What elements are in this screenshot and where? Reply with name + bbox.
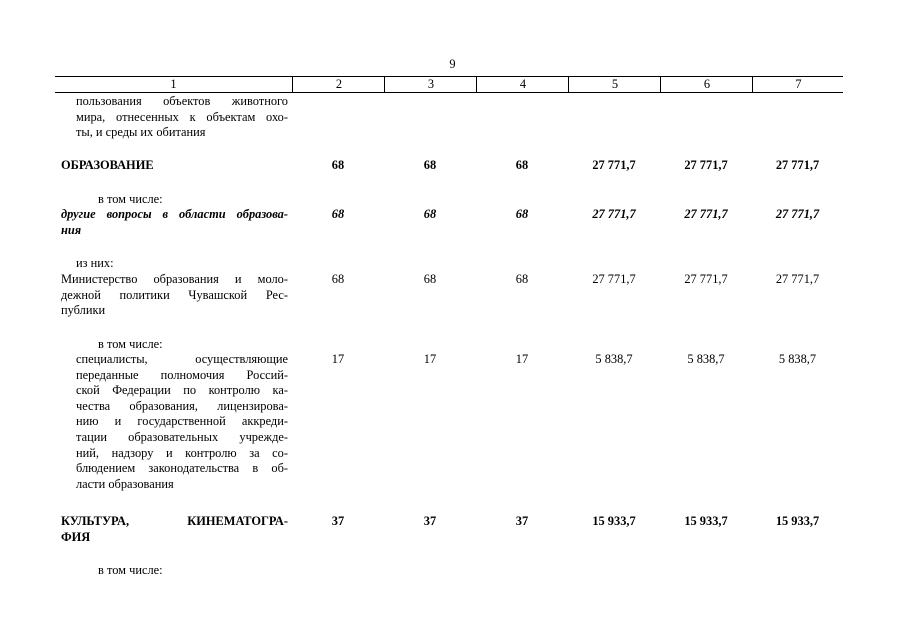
row-other-questions-description	[61, 207, 288, 238]
desc-line: дежной политики Чувашской Рес-	[61, 287, 288, 302]
desc-line: специалисты, осуществляющие	[76, 352, 288, 366]
row-specialists-col-4: 17	[515, 352, 529, 366]
row-education-col-5: 27 771,7	[592, 158, 636, 172]
including-label-2: в том числе:	[98, 337, 163, 351]
row-ministry-col-6: 27 771,7	[684, 272, 728, 286]
desc-line: ской Федерации по контролю ка-	[76, 383, 288, 398]
row-specialists-col-5: 5 838,7	[595, 352, 633, 366]
row-continuation-description	[76, 94, 288, 141]
row-education-col-3: 68	[423, 158, 437, 172]
desc-line: блюдением законодательства в об-	[76, 461, 288, 476]
desc-line: мира, отнесенных к объектам охо-	[76, 109, 288, 124]
row-ministry-col-5: 27 771,7	[592, 272, 636, 286]
row-specialists-col-3: 17	[423, 352, 437, 366]
row-ministry-col-7: 27 771,7	[775, 272, 820, 286]
including-label-1: в том числе:	[98, 192, 163, 206]
row-education-col-4: 68	[515, 158, 529, 172]
header-col-7: 7	[752, 77, 844, 92]
row-other-questions-col-3: 68	[423, 207, 437, 221]
desc-line: чества образования, лицензирова-	[76, 398, 288, 413]
desc-line: другие вопросы в области образова-	[61, 207, 288, 221]
row-specialists-col-2: 17	[331, 352, 345, 366]
header-col-5: 5	[568, 77, 661, 92]
of-them-label: из них:	[76, 256, 114, 270]
desc-line: нию и государственной аккреди-	[76, 414, 288, 429]
row-ministry-col-3: 68	[423, 272, 437, 286]
header-col-4: 4	[476, 77, 569, 92]
desc-line: публики	[61, 303, 106, 318]
row-culture-col-7: 15 933,7	[775, 514, 820, 528]
row-other-questions-col-5: 27 771,7	[592, 207, 636, 221]
header-col-3: 3	[384, 77, 477, 92]
desc-line: ласти образования	[76, 476, 174, 491]
row-specialists-col-6: 5 838,7	[687, 352, 725, 366]
row-specialists-description	[76, 352, 288, 492]
desc-line: тации образовательных учрежде-	[76, 429, 288, 444]
row-education-label: ОБРАЗОВАНИЕ	[61, 158, 154, 172]
desc-line: Министерство образования и моло-	[61, 272, 288, 286]
row-culture-col-3: 37	[423, 514, 437, 528]
header-col-1: 1	[170, 77, 177, 91]
page-number: 9	[449, 57, 456, 71]
row-ministry-description	[61, 272, 288, 319]
row-other-questions-col-6: 27 771,7	[684, 207, 728, 221]
desc-line: ты, и среды их обитания	[76, 125, 206, 140]
desc-line: переданные полномочия Россий-	[76, 367, 288, 382]
row-education-col-6: 27 771,7	[684, 158, 728, 172]
table-header	[55, 76, 843, 93]
desc-line: ФИЯ	[61, 529, 91, 544]
header-col-2: 2	[292, 77, 385, 92]
row-education-col-2: 68	[331, 158, 345, 172]
row-culture-col-2: 37	[331, 514, 345, 528]
desc-line: ний, надзору и контролю за со-	[76, 445, 288, 460]
row-other-questions-col-4: 68	[515, 207, 529, 221]
desc-line: КУЛЬТУРА, КИНЕМАТОГРА-	[61, 514, 288, 528]
row-culture-col-5: 15 933,7	[592, 514, 636, 528]
row-culture-description	[61, 514, 288, 545]
row-culture-col-4: 37	[515, 514, 529, 528]
row-specialists-col-7: 5 838,7	[778, 352, 817, 366]
row-culture-col-6: 15 933,7	[684, 514, 728, 528]
desc-line: пользования объектов животного	[76, 94, 288, 108]
row-ministry-col-2: 68	[331, 272, 345, 286]
row-other-questions-col-2: 68	[331, 207, 345, 221]
row-education-col-7: 27 771,7	[775, 158, 820, 172]
header-col-6: 6	[660, 77, 753, 92]
desc-line: ния	[61, 222, 82, 237]
including-label-3: в том числе:	[98, 563, 163, 577]
row-other-questions-col-7: 27 771,7	[775, 207, 820, 221]
row-ministry-col-4: 68	[515, 272, 529, 286]
